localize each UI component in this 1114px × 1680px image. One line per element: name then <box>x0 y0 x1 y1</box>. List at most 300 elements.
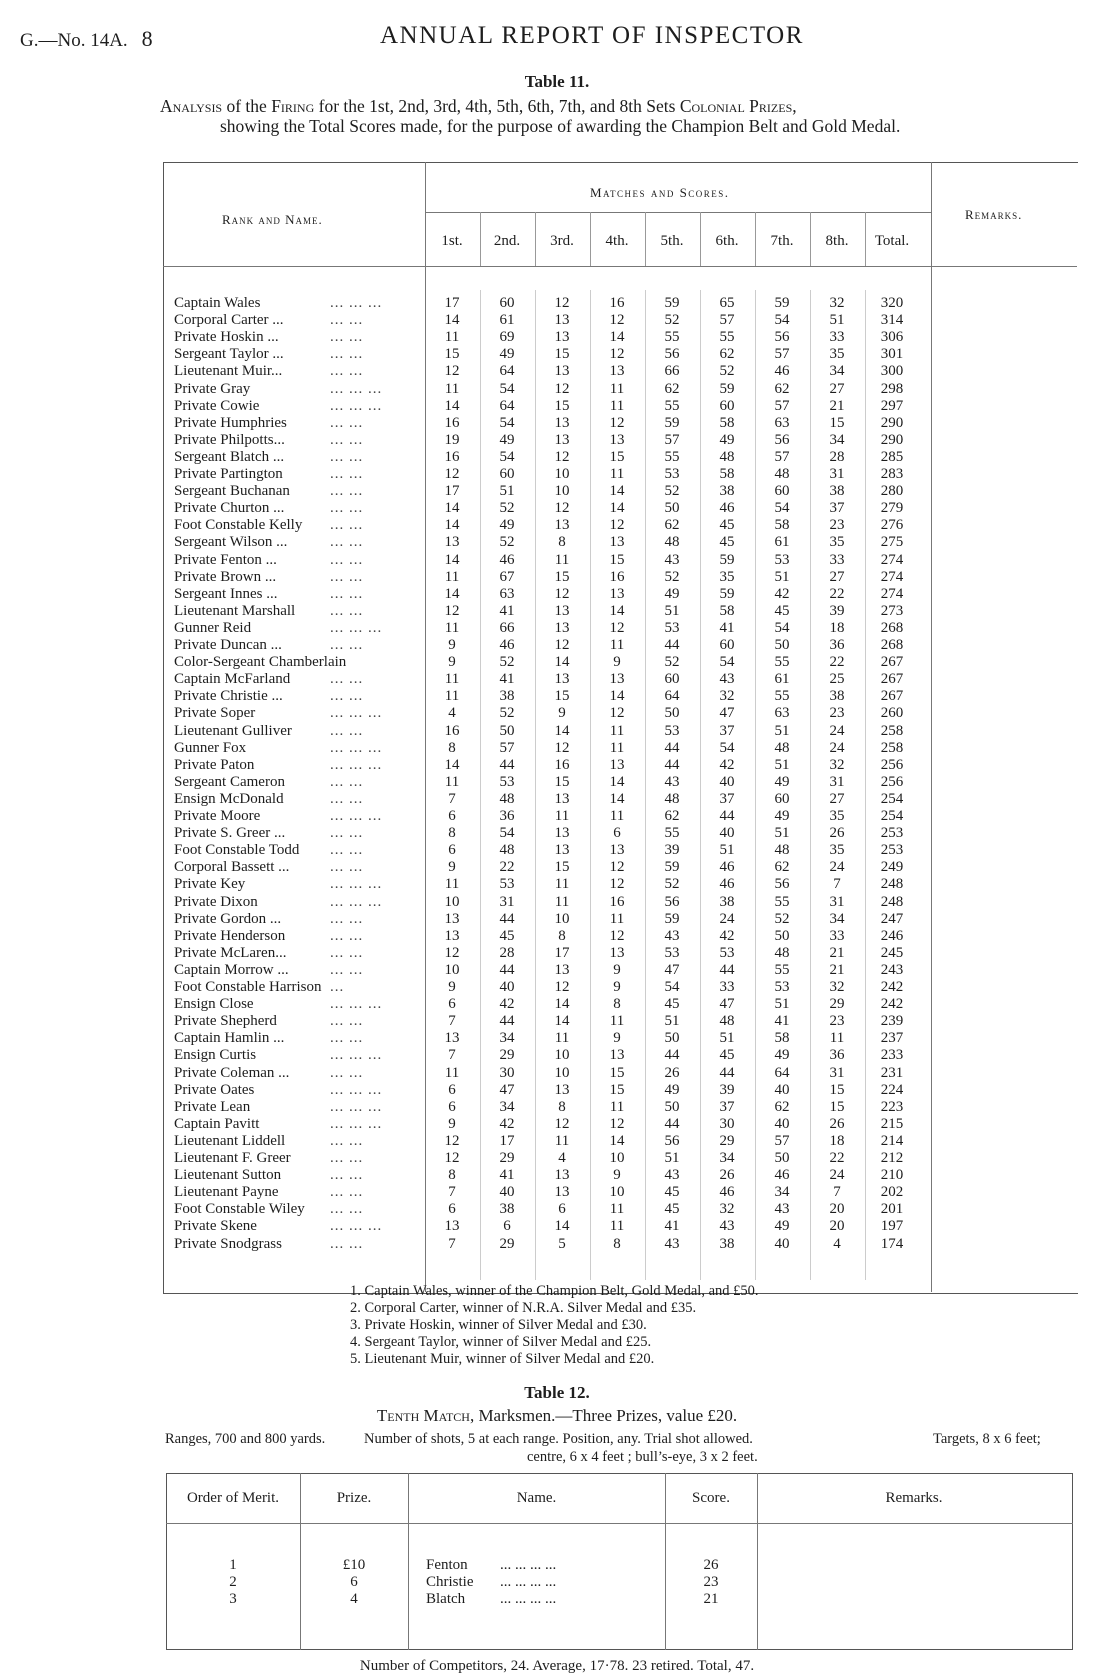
match-score: 64 <box>499 397 515 414</box>
total-score: 260 <box>880 705 904 722</box>
match-score: 15 <box>829 1081 845 1098</box>
match-score: 11 <box>444 568 460 585</box>
match-score: 8 <box>448 825 456 842</box>
competitor-name: Lieutenant Payne <box>174 1184 279 1201</box>
table-11-caption: Analysis of the Firing for the 1st, 2nd, 3rd, 4th, 5th, 6th, 7th, and 8th Sets Colonial Prizes, showing the Total Scores made, for the purpose of awarding the Champion Belt and Gold Medal. <box>160 96 901 136</box>
total-score: 253 <box>880 825 904 842</box>
match-score: 15 <box>444 346 460 363</box>
match-score: 31 <box>499 893 515 910</box>
match-score: 53 <box>719 944 735 961</box>
competitor-name: Private Dixon <box>174 893 258 910</box>
match-score: 14 <box>444 312 460 329</box>
match-score: 9 <box>448 1115 456 1132</box>
total-score: 268 <box>880 637 904 653</box>
table-row <box>0 346 1114 363</box>
total-score: 274 <box>880 585 904 602</box>
competitor-name: Private Cowie <box>174 397 260 414</box>
table-row <box>0 740 1114 757</box>
match-score: 18 <box>829 619 845 636</box>
match-score: 40 <box>499 979 515 995</box>
match-score: 21 <box>829 961 845 978</box>
match-score: 7 <box>448 1047 456 1064</box>
match-score: 26 <box>664 1064 680 1081</box>
leader-dots: ... ... ... ... <box>500 1557 557 1573</box>
table-row <box>0 381 1114 398</box>
match-score: 9 <box>613 979 621 995</box>
table-row <box>0 1167 1114 1184</box>
total-score: 314 <box>880 312 904 329</box>
match-score: 54 <box>774 619 790 636</box>
match-score: 9 <box>613 961 621 978</box>
competitor-name: Private Skene <box>174 1218 257 1235</box>
match-score: 14 <box>444 551 460 568</box>
match-score: 49 <box>719 431 735 448</box>
match-score: 7 <box>448 1013 456 1030</box>
match-score: 32 <box>719 1201 735 1218</box>
leader-dots: ... ... <box>330 466 364 482</box>
match-score: 64 <box>499 363 515 380</box>
match-score: 54 <box>719 654 735 671</box>
match-score: 11 <box>554 1030 570 1047</box>
competitor-name: Lieutenant Sutton <box>174 1167 282 1184</box>
competitor-name: Private Paton <box>174 756 255 773</box>
total-score: 233 <box>880 1047 904 1064</box>
match-score: 4 <box>558 1150 566 1166</box>
competitor-name: Private Hoskin ... <box>174 329 279 346</box>
leader-dots: ... ... <box>330 825 364 842</box>
match-score: 30 <box>719 1115 735 1132</box>
leader-dots: ... ... <box>330 1132 364 1149</box>
total-score: 215 <box>880 1115 904 1132</box>
match-score: 47 <box>499 1081 515 1098</box>
match-score: 46 <box>774 1167 790 1184</box>
document-title: ANNUAL REPORT OF INSPECTOR <box>380 22 804 49</box>
match-score: 13 <box>444 1030 460 1047</box>
match-score: 46 <box>719 859 735 876</box>
match-score: 17 <box>499 1132 515 1149</box>
match-score: 6 <box>448 1081 456 1098</box>
match-score: 39 <box>719 1081 735 1098</box>
table-row <box>0 569 1114 586</box>
competitor-name: Corporal Carter ... <box>174 312 284 329</box>
match-score: 13 <box>609 944 625 961</box>
leader-dots: ... ... ... <box>330 756 383 773</box>
match-score: 52 <box>664 876 680 893</box>
match-score: 54 <box>719 739 735 756</box>
leader-dots: ... ... <box>330 602 364 619</box>
match-score: 15 <box>829 414 845 431</box>
match-score: 45 <box>719 534 735 551</box>
match-score: 11 <box>444 773 460 790</box>
match-score: 23 <box>829 705 845 722</box>
match-score: 13 <box>609 842 625 859</box>
total-score: 248 <box>880 876 904 893</box>
competitor-name: Lieutenant Muir... <box>174 363 283 380</box>
match-score: 16 <box>444 414 460 431</box>
table-row <box>0 774 1114 791</box>
match-score: 13 <box>444 1218 460 1235</box>
match-score: 13 <box>554 329 570 346</box>
ranges-text: Ranges, 700 and 800 yards. <box>165 1431 326 1447</box>
match-score: 57 <box>774 346 790 363</box>
match-score: 62 <box>664 808 680 824</box>
match-score: 63 <box>774 705 790 722</box>
match-score: 26 <box>829 1115 845 1132</box>
competitor-name: Private Henderson <box>174 927 286 944</box>
match-score: 6 <box>448 808 456 824</box>
match-score: 41 <box>499 1167 515 1184</box>
match-score: 47 <box>719 996 735 1013</box>
match-score: 62 <box>774 1098 790 1115</box>
match-score: 12 <box>554 637 570 653</box>
competitor-name: Sergeant Buchanan <box>174 483 290 500</box>
competitor-name: Ensign Curtis <box>174 1047 257 1064</box>
match-score: 12 <box>554 585 570 602</box>
total-score: 301 <box>880 346 904 363</box>
match-score: 13 <box>554 961 570 978</box>
match-score: 16 <box>444 722 460 739</box>
match-score: 13 <box>554 1081 570 1098</box>
match-score: 43 <box>719 671 735 688</box>
match-score: 27 <box>829 380 845 397</box>
competitor-name: Captain Morrow ... <box>174 961 289 978</box>
match-score: 13 <box>444 910 460 927</box>
match-score: 58 <box>774 517 790 534</box>
match-score: 8 <box>558 534 566 551</box>
competitor-name: Private Oates <box>174 1081 255 1098</box>
note-item: 2. Corporal Carter, winner of N.R.A. Silver Medal and £35. <box>350 1300 697 1316</box>
match-score: 50 <box>499 722 515 739</box>
match-score: 22 <box>499 859 515 876</box>
match-score: 10 <box>609 1150 625 1166</box>
match-score: 6 <box>448 1098 456 1115</box>
match-score: 34 <box>829 910 845 927</box>
match-score: 54 <box>664 979 680 995</box>
total-score: 256 <box>880 756 904 773</box>
match-score: 38 <box>829 483 845 500</box>
match-score: 40 <box>774 1235 790 1252</box>
match-score: 43 <box>664 773 680 790</box>
table-row <box>0 1218 1114 1235</box>
leader-dots: ... ... ... <box>330 893 383 910</box>
match-score: 16 <box>609 568 625 585</box>
match-score: 36 <box>829 637 845 653</box>
match-score: 28 <box>829 448 845 465</box>
competitor-name: Private Key <box>174 876 246 893</box>
match-score: 16 <box>609 893 625 910</box>
match-score: 11 <box>444 876 460 893</box>
match-score: 16 <box>554 756 570 773</box>
winner-name: Christie <box>426 1574 474 1590</box>
match-score: 43 <box>664 551 680 568</box>
competitor-name: Color-Sergeant Chamberlain <box>174 654 347 671</box>
match-score: 55 <box>774 893 790 910</box>
table-row <box>0 825 1114 842</box>
match-score: 44 <box>664 756 680 773</box>
match-score: 46 <box>499 551 515 568</box>
match-score: 10 <box>554 910 570 927</box>
competitor-name: Foot Constable Todd <box>174 842 300 859</box>
match-score: 56 <box>774 876 790 893</box>
match-score: 46 <box>719 876 735 893</box>
leader-dots: ... ... <box>330 1201 364 1218</box>
running-header <box>0 20 1114 50</box>
table-row <box>0 705 1114 722</box>
competitor-name: Foot Constable Harrison <box>174 979 322 995</box>
match-score: 35 <box>829 808 845 824</box>
match-score: 44 <box>499 961 515 978</box>
match-score: 51 <box>719 1030 735 1047</box>
match-score: 52 <box>499 500 515 517</box>
match-score: 12 <box>554 295 570 311</box>
table-row <box>0 1150 1114 1167</box>
match-score: 15 <box>554 568 570 585</box>
competitor-name: Sergeant Cameron <box>174 773 285 790</box>
match-score: 58 <box>719 602 735 619</box>
match-score: 57 <box>664 431 680 448</box>
match-score: 42 <box>499 996 515 1013</box>
header-remarks-12: Remarks. <box>885 1490 943 1506</box>
match-score: 54 <box>774 500 790 517</box>
match-score: 8 <box>558 927 566 944</box>
match-score: 53 <box>774 979 790 995</box>
match-score: 53 <box>664 944 680 961</box>
match-score: 12 <box>444 1150 460 1166</box>
total-score: 254 <box>880 808 904 824</box>
match-score: 11 <box>609 380 625 397</box>
match-score: 59 <box>664 295 680 311</box>
total-score: 258 <box>880 739 904 756</box>
match-score: 48 <box>774 842 790 859</box>
match-score: 36 <box>829 1047 845 1064</box>
match-score: 48 <box>774 466 790 482</box>
match-score: 63 <box>499 585 515 602</box>
match-score: 11 <box>609 808 625 824</box>
leader-dots: ... ... ... <box>330 295 383 311</box>
match-score: 12 <box>609 1115 625 1132</box>
match-score: 11 <box>609 1013 625 1030</box>
total-score: 243 <box>880 961 904 978</box>
leader-dots: ... ... ... <box>330 1047 383 1064</box>
match-score: 14 <box>609 773 625 790</box>
match-score: 41 <box>774 1013 790 1030</box>
match-score: 52 <box>664 312 680 329</box>
match-score: 42 <box>499 1115 515 1132</box>
match-score: 35 <box>829 534 845 551</box>
match-score: 50 <box>664 500 680 517</box>
match-score: 13 <box>554 414 570 431</box>
match-score: 24 <box>829 859 845 876</box>
match-score: 44 <box>719 808 735 824</box>
match-score: 55 <box>774 961 790 978</box>
match-score: 49 <box>774 773 790 790</box>
match-score: 49 <box>774 1047 790 1064</box>
leader-dots: ... ... <box>330 1235 364 1252</box>
match-score: 16 <box>444 448 460 465</box>
table-row <box>0 1065 1114 1082</box>
match-score: 30 <box>499 1064 515 1081</box>
total-score: 210 <box>880 1167 904 1184</box>
match-score: 51 <box>774 996 790 1013</box>
match-score: 6 <box>558 1201 566 1218</box>
match-score: 15 <box>609 551 625 568</box>
match-score: 11 <box>554 876 570 893</box>
leader-dots: ... ... <box>330 414 364 431</box>
total-score: 248 <box>880 893 904 910</box>
competitor-name: Captain Hamlin ... <box>174 1030 285 1047</box>
match-score: 13 <box>609 534 625 551</box>
note-item: 5. Lieutenant Muir, winner of Silver Medal and £20. <box>350 1351 655 1367</box>
match-score: 50 <box>774 1150 790 1166</box>
match-score: 11 <box>609 397 625 414</box>
match-score: 11 <box>444 380 460 397</box>
match-score: 51 <box>664 1150 680 1166</box>
table-row <box>0 1184 1114 1201</box>
column-header: 7th. <box>770 233 794 249</box>
match-score: 60 <box>719 637 735 653</box>
total-score: 253 <box>880 842 904 859</box>
leader-dots: ... ... <box>330 961 364 978</box>
header-score: Score. <box>692 1490 730 1506</box>
match-score: 10 <box>554 1047 570 1064</box>
competitor-name: Lieutenant Marshall <box>174 602 296 619</box>
match-score: 60 <box>499 295 515 311</box>
competitor-name: Private Christie ... <box>174 688 283 705</box>
total-score: 231 <box>880 1064 904 1081</box>
match-score: 24 <box>829 722 845 739</box>
total-score: 276 <box>880 517 904 534</box>
column-header: 3rd. <box>550 233 574 249</box>
match-score: 23 <box>829 517 845 534</box>
match-score: 66 <box>664 363 680 380</box>
competitor-name: Private Duncan ... <box>174 637 282 653</box>
match-score: 57 <box>774 397 790 414</box>
competitor-name: Private Partington <box>174 466 283 482</box>
match-score: 7 <box>833 876 841 893</box>
match-score: 48 <box>664 790 680 807</box>
match-score: 64 <box>664 688 680 705</box>
match-score: 62 <box>719 346 735 363</box>
match-score: 32 <box>719 688 735 705</box>
match-score: 41 <box>499 602 515 619</box>
competitor-name: Lieutenant F. Greer <box>174 1150 291 1166</box>
match-score: 52 <box>774 910 790 927</box>
match-score: 40 <box>499 1184 515 1201</box>
match-score: 61 <box>499 312 515 329</box>
match-score: 14 <box>444 397 460 414</box>
total-score: 245 <box>880 944 904 961</box>
match-score: 10 <box>554 466 570 482</box>
total-score: 290 <box>880 431 904 448</box>
match-score: 59 <box>719 585 735 602</box>
header-order-of-merit: Order of Merit. <box>186 1490 280 1506</box>
leader-dots: ... ... ... <box>330 397 383 414</box>
leader-dots: ... ... <box>330 859 364 876</box>
match-score: 56 <box>774 329 790 346</box>
leader-dots: ... ... ... <box>330 1081 383 1098</box>
match-score: 11 <box>829 1030 845 1047</box>
match-score: 14 <box>609 688 625 705</box>
table-12-caption: Tenth Match, Marksmen.—Three Prizes, value £20. <box>376 1406 738 1425</box>
match-score: 54 <box>499 414 515 431</box>
match-score: 6 <box>448 1201 456 1218</box>
leader-dots: ... ... <box>330 500 364 517</box>
match-score: 60 <box>719 397 735 414</box>
competitor-name: Private Philpotts... <box>174 431 285 448</box>
match-score: 52 <box>499 534 515 551</box>
table-row <box>0 1133 1114 1150</box>
match-score: 22 <box>829 654 845 671</box>
match-score: 41 <box>664 1218 680 1235</box>
match-score: 9 <box>448 859 456 876</box>
match-score: 67 <box>499 568 515 585</box>
match-score: 14 <box>609 329 625 346</box>
match-score: 59 <box>719 380 735 397</box>
match-score: 48 <box>664 534 680 551</box>
leader-dots: ... ... ... <box>330 1098 383 1115</box>
prize-value: 6 <box>350 1574 358 1590</box>
leader-dots: ... ... ... <box>330 1115 383 1132</box>
match-score: 44 <box>499 756 515 773</box>
match-score: 22 <box>829 1150 845 1166</box>
match-score: 23 <box>829 1013 845 1030</box>
match-score: 14 <box>444 500 460 517</box>
table-12-conditions <box>165 1431 1041 1448</box>
match-score: 33 <box>829 329 845 346</box>
competitor-name: Private Moore <box>174 808 261 824</box>
competitor-name: Foot Constable Kelly <box>174 517 303 534</box>
match-score: 15 <box>554 773 570 790</box>
leader-dots: ... ... <box>330 1184 364 1201</box>
match-score: 12 <box>554 380 570 397</box>
order-of-merit: 3 <box>229 1591 237 1607</box>
match-score: 14 <box>609 790 625 807</box>
match-score: 16 <box>609 295 625 311</box>
table-row <box>0 603 1114 620</box>
match-score: 43 <box>664 1167 680 1184</box>
competitor-name: Sergeant Taylor ... <box>174 346 284 363</box>
match-score: 44 <box>499 910 515 927</box>
leader-dots: ... ... <box>330 927 364 944</box>
table-row <box>0 1236 1114 1253</box>
match-score: 11 <box>444 688 460 705</box>
match-score: 21 <box>829 944 845 961</box>
match-score: 10 <box>444 961 460 978</box>
match-score: 20 <box>829 1201 845 1218</box>
match-score: 9 <box>613 654 621 671</box>
match-score: 45 <box>774 602 790 619</box>
match-score: 44 <box>664 739 680 756</box>
table-row <box>0 791 1114 808</box>
order-of-merit: 2 <box>229 1574 237 1590</box>
match-score: 6 <box>613 825 621 842</box>
table-row <box>0 620 1114 637</box>
leader-dots: ... ... <box>330 363 364 380</box>
prize-winner-notes <box>350 1283 759 1368</box>
match-score: 50 <box>664 1030 680 1047</box>
match-score: 61 <box>774 534 790 551</box>
match-score: 14 <box>554 654 570 671</box>
total-score: 268 <box>880 619 904 636</box>
table-row <box>0 1082 1114 1099</box>
match-score: 38 <box>719 893 735 910</box>
match-score: 13 <box>554 517 570 534</box>
match-score: 11 <box>554 808 570 824</box>
total-score: 298 <box>880 380 904 397</box>
match-score: 14 <box>444 585 460 602</box>
table-row <box>0 859 1114 876</box>
competitor-name: Private Brown ... <box>174 568 277 585</box>
